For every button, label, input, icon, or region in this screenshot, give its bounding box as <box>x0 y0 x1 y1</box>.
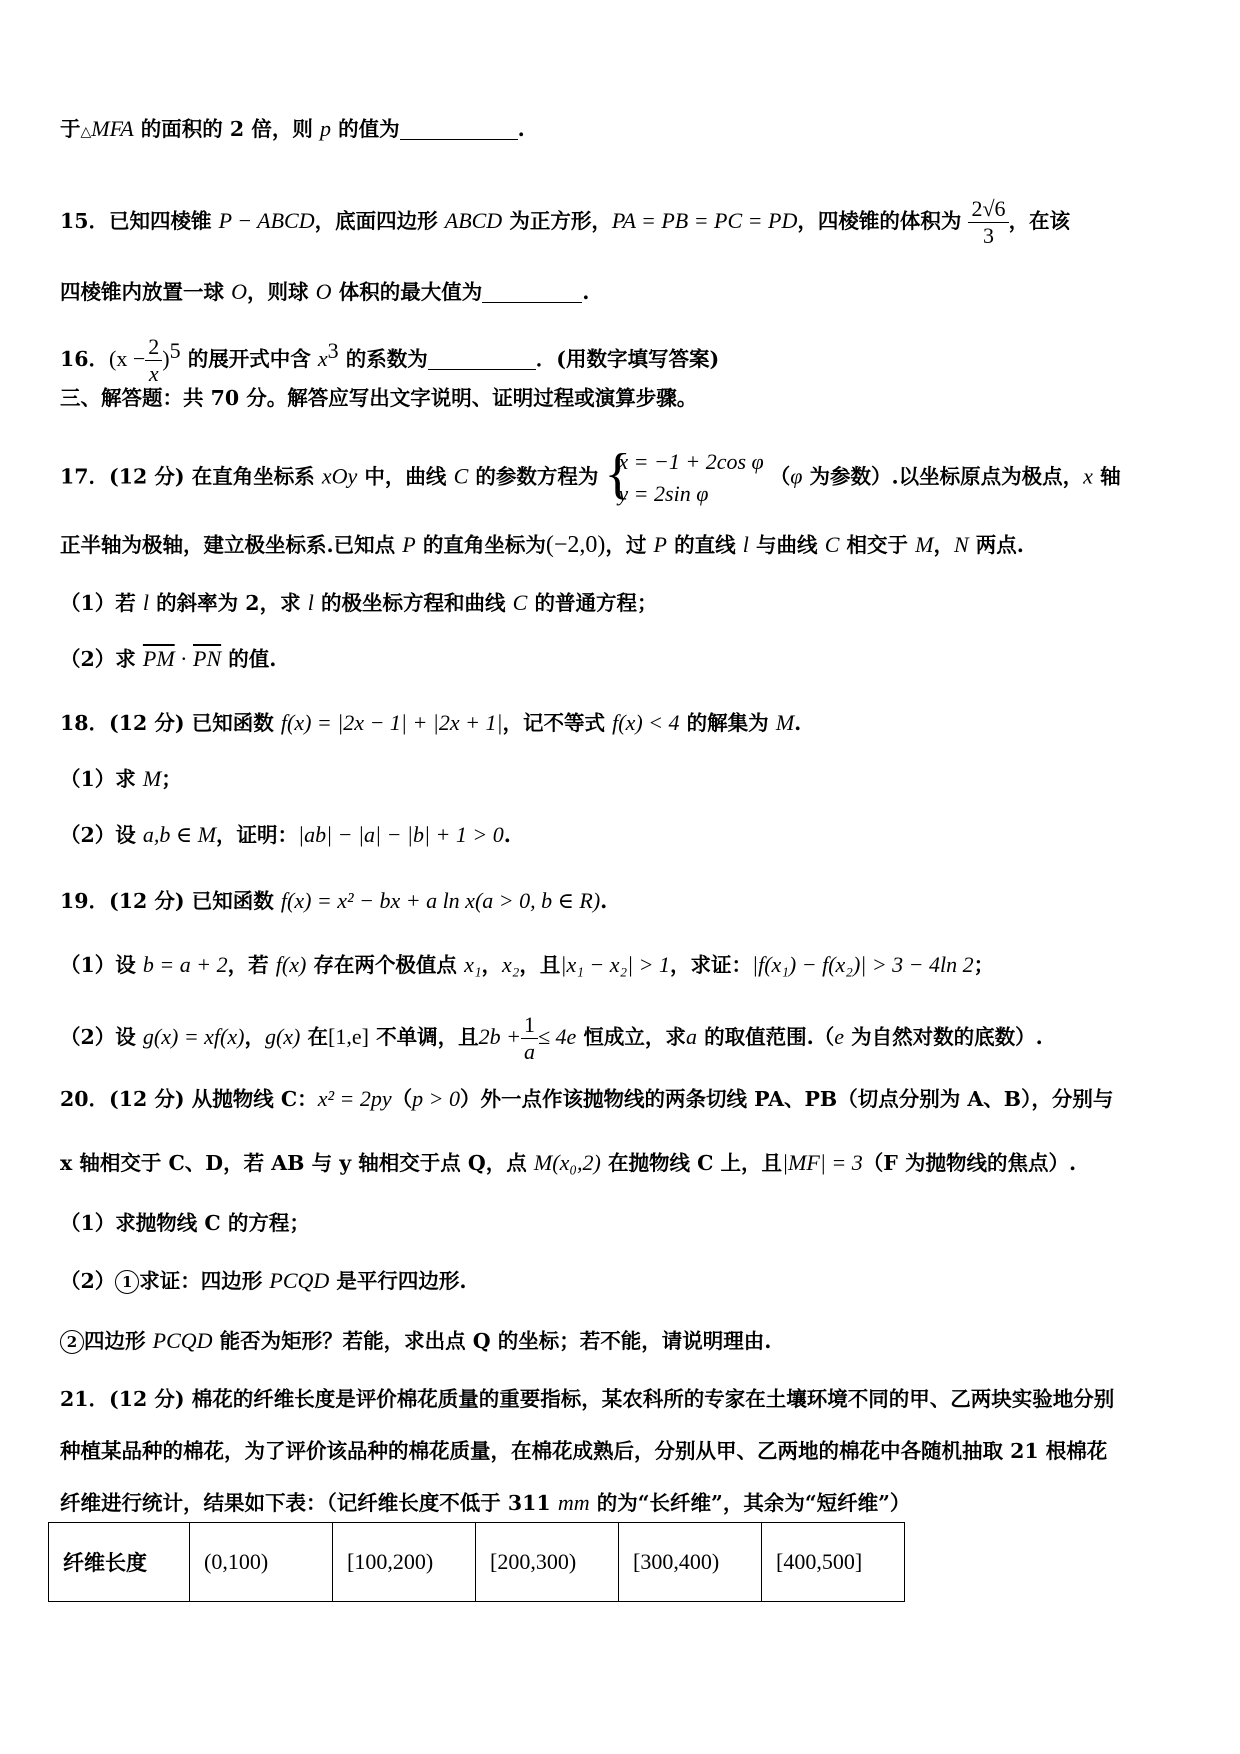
text: 为自然对数的底数）. <box>843 1025 1043 1049</box>
table-header-cell: 纤维长度 <box>49 1523 190 1602</box>
brace-symbol: { <box>604 443 632 505</box>
math: M <box>915 532 934 557</box>
text: （1）设 <box>60 953 143 977</box>
math: |x₁ − x₂| > 1 <box>560 952 671 977</box>
text: 18．(12 分) 已知函数 <box>60 711 281 735</box>
text: 求证：四边形 <box>139 1269 270 1293</box>
q20-line-2 <box>60 1148 1076 1178</box>
q18-part-2 <box>60 820 511 850</box>
text: 的直线 <box>667 533 743 557</box>
vector-pm: $\overline{PM}$ <box>142 646 175 671</box>
text: . <box>794 711 802 735</box>
text: （ <box>391 1087 413 1111</box>
text: （ <box>769 464 791 489</box>
text: 的取值范围.（ <box>696 1025 835 1049</box>
math: l <box>142 590 150 615</box>
math: C <box>453 463 469 489</box>
math: f(x) <box>275 952 307 977</box>
text: 不单调，且 <box>368 1025 479 1049</box>
text: ， <box>481 953 502 977</box>
equation-row: x = −1 + 2cos φ <box>618 449 764 474</box>
q21-line-2: 种植某品种的棉花，为了评价该品种的棉花质量，在棉花成熟后，分别从甲、乙两地的棉花中各随机抽取 21 根棉花 <box>60 1439 1108 1463</box>
text: 在 <box>300 1025 329 1049</box>
triangle-symbol: △ <box>80 124 92 140</box>
text: 15．已知四棱锥 <box>60 209 219 233</box>
q19-line-1 <box>60 886 607 916</box>
table-cell: [300,400) <box>619 1523 762 1602</box>
text: 的为“长纤维”，其余为“短纤维”） <box>589 1491 911 1515</box>
text: 四棱锥内放置一球 <box>60 280 232 304</box>
math: f(x) < 4 <box>612 710 680 735</box>
text: ，过 <box>605 533 654 557</box>
text: 的斜率为 2，求 <box>149 591 308 615</box>
text: ，在该 <box>1008 209 1071 233</box>
q18-line-1 <box>60 708 801 738</box>
math: x² = 2py <box>317 1086 392 1111</box>
math: P − ABCD <box>218 208 315 233</box>
fraction-denominator: 3 <box>983 223 995 248</box>
math: M <box>775 710 795 735</box>
equation-system <box>604 443 764 510</box>
text: 轴 <box>1092 464 1121 489</box>
q18-part-1 <box>60 764 182 794</box>
text: 的解集为 <box>679 711 776 735</box>
q21-line-1: 21．(12 分) 棉花的纤维长度是评价棉花质量的重要指标，某农科所的专家在土壤环境不同的甲、乙两块实验地分别 <box>60 1387 1115 1411</box>
math: a <box>685 1024 697 1049</box>
text: ； <box>161 767 182 791</box>
math: O <box>315 279 332 304</box>
text: 与曲线 <box>748 533 825 557</box>
text: 四边形 <box>84 1329 153 1353</box>
text: ，证明： <box>216 823 299 847</box>
text: 16． <box>60 347 110 371</box>
q17-line-2 <box>60 530 1024 560</box>
text: 的系数为 <box>338 347 428 371</box>
equation-row: y = 2sin φ <box>618 481 709 506</box>
q14-tail-line <box>60 114 525 147</box>
text: . <box>503 823 511 847</box>
math: mm <box>557 1490 590 1515</box>
q17-part-1 <box>60 588 657 618</box>
text: ，若 <box>227 953 276 977</box>
text: 的普通方程； <box>527 591 658 615</box>
text: 相交于 <box>839 533 916 557</box>
table-row <box>49 1523 905 1602</box>
text: 体积的最大值为 <box>331 280 483 304</box>
text: ，且 <box>519 953 561 977</box>
q20-part-2-2 <box>60 1326 771 1356</box>
q19-part-2 <box>60 1012 1043 1065</box>
text: 的参数方程为 <box>468 464 599 489</box>
q15-line-1 <box>60 196 1070 249</box>
text: （2）求 <box>60 647 143 671</box>
math: N <box>953 532 969 557</box>
q17-line-1 <box>60 443 1121 510</box>
math: C <box>824 532 840 557</box>
q21-line-3 <box>60 1488 910 1518</box>
math: x <box>1083 463 1093 489</box>
text: 19．(12 分) 已知函数 <box>60 889 281 913</box>
exponent: 3 <box>327 338 339 364</box>
text: 的直角坐标为 <box>415 533 546 557</box>
math: (−2,0) <box>545 532 606 558</box>
text: （1）求 <box>60 767 143 791</box>
text: 为正方形， <box>502 209 612 233</box>
math: [1,e] <box>328 1024 369 1049</box>
math: |ab| − |a| − |b| + 1 > 0 <box>298 822 504 847</box>
math: PCQD <box>152 1328 213 1353</box>
fraction <box>521 1012 538 1065</box>
math: P <box>653 532 667 557</box>
math: g(x) = xf(x) <box>142 1024 245 1049</box>
math: O <box>231 279 248 304</box>
q19-part-1 <box>60 950 994 980</box>
math: f(x) = x² − bx + a ln x(a > 0, b ∈ R) <box>280 888 601 913</box>
fraction-numerator: 2 <box>145 334 162 361</box>
q20-part-2-1 <box>60 1266 467 1296</box>
math: xOy <box>321 463 358 489</box>
q20-part-1: （1）求抛物线 C 的方程； <box>60 1211 310 1235</box>
math: φ <box>790 463 803 489</box>
text: ．(用数字填写答案) <box>535 347 720 371</box>
text: ，四棱锥的体积为 <box>797 209 969 233</box>
text: 的展开式中含 <box>180 347 318 371</box>
text: 是平行四边形. <box>329 1269 467 1293</box>
table-cell: [400,500] <box>762 1523 905 1602</box>
answer-blank <box>400 117 518 140</box>
table-cell: [200,300) <box>476 1523 619 1602</box>
text: （F 为抛物线的焦点）. <box>862 1151 1077 1175</box>
math: 2b + <box>478 1024 521 1049</box>
math: M <box>142 766 162 791</box>
text: ，求证： <box>670 953 753 977</box>
table-cell: (0,100) <box>190 1523 333 1602</box>
math: l <box>307 590 314 615</box>
q17-part-2 <box>60 644 276 674</box>
math: f(x) = |2x − 1| + |2x + 1| <box>280 710 503 735</box>
math: PA = PB = PC = PD <box>611 208 798 233</box>
text: 20．(12 分) 从抛物线 C： <box>60 1087 318 1111</box>
text: x 轴相交于 C、D，若 AB 与 y 轴相交于点 Q，点 <box>60 1151 534 1175</box>
math: ) <box>162 346 170 371</box>
text: 的值为 <box>330 117 400 141</box>
section-3-header: 三、解答题：共 70 分。解答应写出文字说明、证明过程或演算步骤。 <box>60 386 698 410</box>
math: g(x) <box>264 1024 301 1049</box>
math: |MF| = 3 <box>782 1150 863 1175</box>
math: x <box>317 346 328 371</box>
math: e <box>834 1024 844 1049</box>
fraction-numerator: 1 <box>521 1012 538 1039</box>
math: ≤ 4e <box>537 1024 577 1049</box>
text: 在抛物线 C 上，且 <box>600 1151 783 1175</box>
text: 的极坐标方程和曲线 <box>313 591 513 615</box>
text: 的面积的 2 倍，则 <box>133 117 320 141</box>
math: (x − <box>109 346 146 371</box>
q16-line <box>60 334 719 387</box>
text: 为参数）.以坐标原点为极点， <box>802 464 1084 489</box>
text: （2） <box>60 1269 116 1293</box>
text: ）外一点作该抛物线的两条切线 PA、PB（切点分别为 A、B），分别与 <box>460 1087 1114 1111</box>
text: . <box>517 117 525 141</box>
table-cell: [100,200) <box>333 1523 476 1602</box>
text: 恒成立，求 <box>576 1025 686 1049</box>
math: x₁ <box>464 952 482 977</box>
fraction-denominator: a <box>523 1039 535 1064</box>
math: PCQD <box>269 1268 330 1293</box>
fraction <box>145 334 162 387</box>
text: 能否为矩形？若能，求出点 Q 的坐标；若不能，请说明理由. <box>212 1329 772 1353</box>
answer-blank <box>428 347 536 370</box>
text: . <box>582 280 590 304</box>
math: MFA <box>91 116 134 141</box>
math: l <box>742 532 749 557</box>
math: p <box>319 116 331 141</box>
text: ， <box>933 533 954 557</box>
math: · <box>174 646 193 671</box>
text: 中，曲线 <box>357 464 454 489</box>
text: ，记不等式 <box>502 711 613 735</box>
exponent: 5 <box>169 338 181 364</box>
text: ，则球 <box>247 280 316 304</box>
text: . <box>600 889 608 913</box>
text: 17．(12 分) 在直角坐标系 <box>60 464 322 489</box>
text: ； <box>973 953 995 977</box>
math: |f(x₁) − f(x₂)| > 3 − 4ln 2 <box>752 952 974 977</box>
text: 纤维进行统计，结果如下表：（记纤维长度不低于 311 <box>60 1491 558 1515</box>
answer-blank <box>482 280 582 303</box>
math: a,b ∈ M <box>142 822 217 847</box>
math: x₂ <box>501 952 520 977</box>
circled-number: 2 <box>60 1330 84 1354</box>
text: 正半轴为极轴，建立极坐标系.已知点 <box>60 533 403 557</box>
text: 于 <box>60 117 81 141</box>
text: （1）若 <box>60 591 143 615</box>
text: （2）设 <box>60 1025 143 1049</box>
text: （2）设 <box>60 823 143 847</box>
q20-line-1 <box>60 1084 1113 1114</box>
fraction-denominator: x <box>148 361 159 386</box>
math: b = a + 2 <box>142 952 228 977</box>
math: P <box>402 532 416 557</box>
circled-number: 1 <box>115 1270 139 1294</box>
text: ， <box>244 1025 265 1049</box>
volume-fraction <box>968 196 1008 249</box>
vector-pn: $\overline{PN}$ <box>193 646 222 671</box>
text: 的值. <box>221 647 277 671</box>
fiber-length-table <box>48 1522 905 1602</box>
math: M(x₀,2) <box>533 1150 601 1175</box>
text: ，底面四边形 <box>314 209 445 233</box>
math: p > 0 <box>412 1086 461 1111</box>
math: C <box>512 590 528 615</box>
fraction-numerator: 2√6 <box>968 196 1008 223</box>
math: ABCD <box>444 208 503 233</box>
q15-line-2 <box>60 277 589 307</box>
text: 存在两个极值点 <box>306 953 465 977</box>
text: 两点. <box>968 533 1024 557</box>
